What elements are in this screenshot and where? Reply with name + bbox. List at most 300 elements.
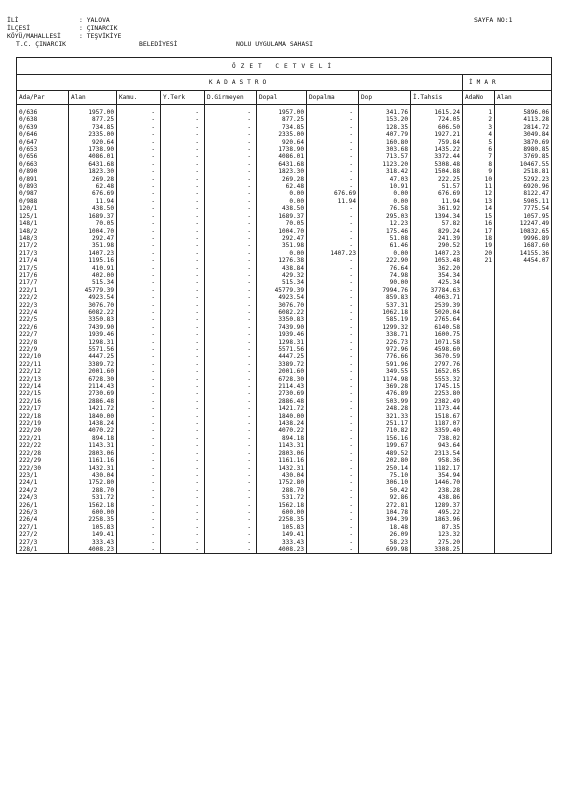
cell-parcel-id: 222/12 xyxy=(17,368,69,375)
cell-dopal: 333.43 xyxy=(257,539,307,546)
cell-imar-alan xyxy=(495,516,552,523)
table-row xyxy=(17,153,552,160)
cell-imar-ada-no xyxy=(463,516,495,523)
cell-dopal: 1298.31 xyxy=(257,339,307,346)
cell-parcel-area: 2114.43 xyxy=(69,383,117,390)
cell-dopal: 1840.00 xyxy=(257,413,307,420)
cell-imar-ada-no xyxy=(463,331,495,338)
cell-d-girmeyen: - xyxy=(205,109,257,116)
cell-parcel-id: 222/14 xyxy=(17,383,69,390)
cell-dopal: 2114.43 xyxy=(257,383,307,390)
cell-parcel-area: 1738.90 xyxy=(69,146,117,153)
cell-imar-ada-no xyxy=(463,272,495,279)
cell-dopalma: - xyxy=(307,272,359,279)
cell-imar-alan xyxy=(495,287,552,294)
cell-parcel-area: 402.00 xyxy=(69,272,117,279)
cell-parcel-area: 1432.31 xyxy=(69,465,117,472)
imar-heading: İMAR xyxy=(463,75,552,91)
col-header-d-girmeyen: D.Girmeyen xyxy=(205,91,257,105)
cell-imar-ada-no: 21 xyxy=(463,257,495,264)
cell-parcel-area: 894.18 xyxy=(69,435,117,442)
cell-dopalma: - xyxy=(307,457,359,464)
cell-parcel-area: 2258.35 xyxy=(69,516,117,523)
cell-i-tahsis: 495.22 xyxy=(411,509,463,516)
cell-kamu: - xyxy=(117,494,161,501)
cell-dopalma: - xyxy=(307,450,359,457)
cell-parcel-id: 222/20 xyxy=(17,427,69,434)
cell-d-girmeyen: - xyxy=(205,279,257,286)
cell-imar-ada-no xyxy=(463,346,495,353)
cell-i-tahsis: 759.84 xyxy=(411,139,463,146)
cell-i-tahsis: 354.34 xyxy=(411,272,463,279)
col-header-ada-no: AdaNo xyxy=(463,91,495,105)
cell-i-tahsis: 2313.54 xyxy=(411,450,463,457)
cell-d-girmeyen: - xyxy=(205,494,257,501)
cell-parcel-id: 217/4 xyxy=(17,257,69,264)
cell-d-girmeyen: - xyxy=(205,331,257,338)
cell-kamu: - xyxy=(117,531,161,538)
cell-imar-alan xyxy=(495,427,552,434)
cell-dop: 1174.98 xyxy=(359,376,411,383)
cell-parcel-id: 222/7 xyxy=(17,331,69,338)
table-row xyxy=(17,265,552,272)
cell-parcel-id: 0/646 xyxy=(17,131,69,138)
cell-kamu: - xyxy=(117,376,161,383)
cell-dop: 394.39 xyxy=(359,516,411,523)
cell-y-terk: - xyxy=(161,316,205,323)
cell-parcel-id: 227/2 xyxy=(17,531,69,538)
cell-i-tahsis: 1745.15 xyxy=(411,383,463,390)
cell-i-tahsis: 5020.04 xyxy=(411,309,463,316)
cell-kamu: - xyxy=(117,257,161,264)
cell-dopalma: - xyxy=(307,524,359,531)
table-row xyxy=(17,116,552,123)
cell-y-terk: - xyxy=(161,346,205,353)
cell-kamu: - xyxy=(117,272,161,279)
cell-imar-ada-no: 16 xyxy=(463,220,495,227)
cell-i-tahsis: 51.57 xyxy=(411,183,463,190)
cell-parcel-id: 228/1 xyxy=(17,546,69,554)
table-row xyxy=(17,494,552,501)
cell-dopalma: - xyxy=(307,487,359,494)
cell-parcel-id: 222/1 xyxy=(17,287,69,294)
cell-i-tahsis: 1652.05 xyxy=(411,368,463,375)
cell-imar-ada-no: 20 xyxy=(463,250,495,257)
cell-dopalma: - xyxy=(307,168,359,175)
cell-dop: 47.03 xyxy=(359,176,411,183)
cell-i-tahsis: 3359.40 xyxy=(411,427,463,434)
cell-dop: 75.10 xyxy=(359,472,411,479)
cell-kamu: - xyxy=(117,420,161,427)
cell-dopalma: - xyxy=(307,531,359,538)
cell-y-terk: - xyxy=(161,531,205,538)
cell-kamu: - xyxy=(117,302,161,309)
cell-parcel-area: 6082.22 xyxy=(69,309,117,316)
cell-parcel-area: 4008.23 xyxy=(69,546,117,554)
cell-i-tahsis: 676.69 xyxy=(411,190,463,197)
cell-i-tahsis: 1053.48 xyxy=(411,257,463,264)
cell-imar-ada-no xyxy=(463,450,495,457)
municipality-name: T.C. ÇINARCIK xyxy=(16,40,67,48)
table-row xyxy=(17,427,552,434)
table-row xyxy=(17,420,552,427)
cell-imar-ada-no: 17 xyxy=(463,228,495,235)
cell-parcel-area: 531.72 xyxy=(69,494,117,501)
cell-kamu: - xyxy=(117,250,161,257)
cell-kamu: - xyxy=(117,509,161,516)
table-row xyxy=(17,376,552,383)
cell-parcel-area: 6431.68 xyxy=(69,161,117,168)
cell-dop: 369.28 xyxy=(359,383,411,390)
table-row xyxy=(17,316,552,323)
cell-imar-ada-no xyxy=(463,539,495,546)
cell-imar-alan xyxy=(495,324,552,331)
cell-imar-alan xyxy=(495,487,552,494)
cell-parcel-id: 148/3 xyxy=(17,235,69,242)
cell-d-girmeyen: - xyxy=(205,190,257,197)
cell-imar-alan: 8980.85 xyxy=(495,146,552,153)
cell-dop: 303.68 xyxy=(359,146,411,153)
cell-parcel-area: 2886.48 xyxy=(69,398,117,405)
cell-parcel-id: 222/13 xyxy=(17,376,69,383)
cell-dopalma: - xyxy=(307,220,359,227)
cell-imar-alan: 7775.54 xyxy=(495,205,552,212)
cell-dopal: 1161.16 xyxy=(257,457,307,464)
col-header-dopal: Dopal xyxy=(257,91,307,105)
cell-dopalma: - xyxy=(307,502,359,509)
cell-dopalma: - xyxy=(307,442,359,449)
cell-y-terk: - xyxy=(161,502,205,509)
cell-dop: 104.78 xyxy=(359,509,411,516)
cell-parcel-id: 222/4 xyxy=(17,309,69,316)
cell-d-girmeyen: - xyxy=(205,316,257,323)
cell-imar-ada-no: 2 xyxy=(463,116,495,123)
cell-parcel-id: 224/2 xyxy=(17,487,69,494)
cell-i-tahsis: 2253.80 xyxy=(411,390,463,397)
table-row xyxy=(17,109,552,116)
cell-parcel-id: 0/647 xyxy=(17,139,69,146)
cell-i-tahsis: 1615.24 xyxy=(411,109,463,116)
cell-i-tahsis: 4063.71 xyxy=(411,294,463,301)
cell-dopal: 1438.24 xyxy=(257,420,307,427)
cell-dopal: 45779.39 xyxy=(257,287,307,294)
cell-i-tahsis: 1071.58 xyxy=(411,339,463,346)
cell-i-tahsis: 1446.70 xyxy=(411,479,463,486)
cell-dopalma: - xyxy=(307,205,359,212)
cell-dopal: 1562.18 xyxy=(257,502,307,509)
cell-y-terk: - xyxy=(161,116,205,123)
table-row xyxy=(17,398,552,405)
table-row xyxy=(17,450,552,457)
table-row xyxy=(17,205,552,212)
cell-parcel-id: 226/4 xyxy=(17,516,69,523)
cell-parcel-id: 217/6 xyxy=(17,272,69,279)
cell-kamu: - xyxy=(117,131,161,138)
cell-imar-ada-no: 13 xyxy=(463,198,495,205)
cell-dopal: 269.28 xyxy=(257,176,307,183)
cell-kamu: - xyxy=(117,353,161,360)
cell-kamu: - xyxy=(117,161,161,168)
cell-imar-alan: 4454.07 xyxy=(495,257,552,264)
cell-imar-ada-no xyxy=(463,465,495,472)
cell-dop: 26.09 xyxy=(359,531,411,538)
cell-d-girmeyen: - xyxy=(205,502,257,509)
kadastro-heading: KADASTRO xyxy=(17,75,463,91)
cell-d-girmeyen: - xyxy=(205,442,257,449)
cell-dopalma: - xyxy=(307,509,359,516)
cell-imar-alan xyxy=(495,509,552,516)
table-row xyxy=(17,287,552,294)
cell-dopalma: - xyxy=(307,153,359,160)
cell-i-tahsis: 5308.48 xyxy=(411,161,463,168)
cell-dopal: 2886.48 xyxy=(257,398,307,405)
cell-imar-alan xyxy=(495,539,552,546)
cell-imar-alan: 3769.85 xyxy=(495,153,552,160)
cell-parcel-area: 5571.56 xyxy=(69,346,117,353)
table-row xyxy=(17,457,552,464)
cell-y-terk: - xyxy=(161,168,205,175)
cell-parcel-area: 4070.22 xyxy=(69,427,117,434)
cell-d-girmeyen: - xyxy=(205,302,257,309)
cell-dopal: 351.98 xyxy=(257,242,307,249)
cell-dopal: 438.84 xyxy=(257,265,307,272)
cell-y-terk: - xyxy=(161,250,205,257)
cell-y-terk: - xyxy=(161,324,205,331)
cell-i-tahsis: 4598.60 xyxy=(411,346,463,353)
cell-dop: 76.64 xyxy=(359,265,411,272)
table-row xyxy=(17,190,552,197)
cell-kamu: - xyxy=(117,146,161,153)
cell-kamu: - xyxy=(117,294,161,301)
cell-imar-alan xyxy=(495,390,552,397)
cell-d-girmeyen: - xyxy=(205,383,257,390)
table-row xyxy=(17,383,552,390)
cell-y-terk: - xyxy=(161,494,205,501)
cell-dopalma: - xyxy=(307,427,359,434)
cell-imar-ada-no xyxy=(463,353,495,360)
cell-kamu: - xyxy=(117,265,161,272)
cell-dopal: 1421.72 xyxy=(257,405,307,412)
cell-dop: 248.28 xyxy=(359,405,411,412)
cell-parcel-area: 3389.72 xyxy=(69,361,117,368)
cell-i-tahsis: 1187.07 xyxy=(411,420,463,427)
cell-y-terk: - xyxy=(161,368,205,375)
cell-parcel-id: 222/15 xyxy=(17,390,69,397)
cell-kamu: - xyxy=(117,124,161,131)
cell-kamu: - xyxy=(117,213,161,220)
cell-d-girmeyen: - xyxy=(205,213,257,220)
table-body xyxy=(17,109,552,554)
cell-imar-alan xyxy=(495,346,552,353)
cell-i-tahsis: 1407.23 xyxy=(411,250,463,257)
cell-kamu: - xyxy=(117,450,161,457)
cell-i-tahsis: 354.94 xyxy=(411,472,463,479)
cell-dopalma: - xyxy=(307,516,359,523)
cell-dop: 175.46 xyxy=(359,228,411,235)
application-area: NOLU UYGULAMA SAHASI xyxy=(236,40,313,48)
cell-dopal: 0.00 xyxy=(257,198,307,205)
cell-imar-alan xyxy=(495,279,552,286)
cell-dop: 318.42 xyxy=(359,168,411,175)
cell-dop: 90.00 xyxy=(359,279,411,286)
cell-imar-alan: 10832.65 xyxy=(495,228,552,235)
cell-y-terk: - xyxy=(161,390,205,397)
koy-label: KÖYÜ/MAHALLESİ xyxy=(7,32,61,40)
table-row xyxy=(17,242,552,249)
cell-y-terk: - xyxy=(161,457,205,464)
cell-kamu: - xyxy=(117,190,161,197)
cell-dopal: 429.32 xyxy=(257,272,307,279)
cell-d-girmeyen: - xyxy=(205,420,257,427)
cell-y-terk: - xyxy=(161,472,205,479)
cell-dopalma: - xyxy=(307,376,359,383)
table-row xyxy=(17,546,552,554)
cell-imar-ada-no: 19 xyxy=(463,242,495,249)
cell-dopalma: - xyxy=(307,294,359,301)
cell-y-terk: - xyxy=(161,427,205,434)
cell-kamu: - xyxy=(117,331,161,338)
cell-parcel-area: 515.34 xyxy=(69,279,117,286)
cell-kamu: - xyxy=(117,346,161,353)
cell-i-tahsis: 11.94 xyxy=(411,198,463,205)
col-header-alan: Alan xyxy=(69,91,117,105)
cell-imar-ada-no xyxy=(463,368,495,375)
cell-imar-alan xyxy=(495,383,552,390)
cell-i-tahsis: 829.24 xyxy=(411,228,463,235)
cell-parcel-id: 222/18 xyxy=(17,413,69,420)
cell-parcel-area: 600.00 xyxy=(69,509,117,516)
cell-dopal: 438.50 xyxy=(257,205,307,212)
cell-parcel-area: 7439.90 xyxy=(69,324,117,331)
table-row xyxy=(17,524,552,531)
cell-parcel-id: 0/636 xyxy=(17,109,69,116)
cell-parcel-id: 222/11 xyxy=(17,361,69,368)
cell-imar-alan xyxy=(495,405,552,412)
cell-kamu: - xyxy=(117,183,161,190)
table-row xyxy=(17,346,552,353)
table-row xyxy=(17,487,552,494)
table-row xyxy=(17,405,552,412)
cell-imar-alan: 9996.89 xyxy=(495,235,552,242)
cell-dop: 585.19 xyxy=(359,316,411,323)
cell-d-girmeyen: - xyxy=(205,287,257,294)
cell-imar-alan: 5896.06 xyxy=(495,109,552,116)
cell-imar-ada-no xyxy=(463,302,495,309)
cell-i-tahsis: 123.32 xyxy=(411,531,463,538)
cell-dop: 295.03 xyxy=(359,213,411,220)
cell-imar-ada-no: 18 xyxy=(463,235,495,242)
cell-y-terk: - xyxy=(161,109,205,116)
cell-d-girmeyen: - xyxy=(205,361,257,368)
cell-kamu: - xyxy=(117,524,161,531)
cell-dop: 489.52 xyxy=(359,450,411,457)
cell-dop: 537.31 xyxy=(359,302,411,309)
cell-dopalma: - xyxy=(307,339,359,346)
cell-imar-ada-no xyxy=(463,524,495,531)
cell-dopal: 288.70 xyxy=(257,487,307,494)
cell-dopal: 2258.35 xyxy=(257,516,307,523)
cell-imar-alan xyxy=(495,442,552,449)
cell-parcel-area: 292.47 xyxy=(69,235,117,242)
cell-y-terk: - xyxy=(161,465,205,472)
cell-parcel-area: 3076.70 xyxy=(69,302,117,309)
cell-y-terk: - xyxy=(161,257,205,264)
cell-parcel-area: 4923.54 xyxy=(69,294,117,301)
cell-dop: 349.55 xyxy=(359,368,411,375)
table-row xyxy=(17,302,552,309)
cell-imar-alan xyxy=(495,435,552,442)
cell-dop: 50.42 xyxy=(359,487,411,494)
cell-dopalma: - xyxy=(307,539,359,546)
cell-parcel-area: 288.70 xyxy=(69,487,117,494)
cell-y-terk: - xyxy=(161,131,205,138)
cell-dopalma: - xyxy=(307,109,359,116)
cell-i-tahsis: 606.50 xyxy=(411,124,463,131)
cell-imar-alan xyxy=(495,546,552,554)
cell-dop: 61.46 xyxy=(359,242,411,249)
cell-d-girmeyen: - xyxy=(205,479,257,486)
cell-dopal: 1689.37 xyxy=(257,213,307,220)
cell-dop: 0.00 xyxy=(359,198,411,205)
cell-imar-alan: 6920.96 xyxy=(495,183,552,190)
cell-d-girmeyen: - xyxy=(205,427,257,434)
cell-y-terk: - xyxy=(161,302,205,309)
cell-dopal: 6431.68 xyxy=(257,161,307,168)
cell-dopal: 3350.83 xyxy=(257,316,307,323)
cell-y-terk: - xyxy=(161,487,205,494)
cell-parcel-id: 217/5 xyxy=(17,265,69,272)
cell-i-tahsis: 1182.17 xyxy=(411,465,463,472)
cell-y-terk: - xyxy=(161,524,205,531)
cell-imar-alan xyxy=(495,316,552,323)
cell-parcel-id: 217/3 xyxy=(17,250,69,257)
cell-parcel-area: 430.04 xyxy=(69,472,117,479)
cell-dopal: 3076.70 xyxy=(257,302,307,309)
cell-d-girmeyen: - xyxy=(205,309,257,316)
cell-parcel-area: 1004.70 xyxy=(69,228,117,235)
cell-imar-ada-no xyxy=(463,502,495,509)
cell-parcel-area: 438.50 xyxy=(69,205,117,212)
cell-imar-ada-no: 7 xyxy=(463,153,495,160)
cell-dopalma: - xyxy=(307,287,359,294)
cell-parcel-area: 877.25 xyxy=(69,116,117,123)
cell-kamu: - xyxy=(117,168,161,175)
cell-dop: 338.71 xyxy=(359,331,411,338)
cell-y-terk: - xyxy=(161,205,205,212)
table-row xyxy=(17,279,552,286)
cell-imar-alan xyxy=(495,472,552,479)
cell-imar-alan: 3049.84 xyxy=(495,131,552,138)
cell-d-girmeyen: - xyxy=(205,413,257,420)
cell-d-girmeyen: - xyxy=(205,116,257,123)
table-row xyxy=(17,146,552,153)
cell-dopal: 105.83 xyxy=(257,524,307,531)
cell-parcel-area: 2001.60 xyxy=(69,368,117,375)
cell-imar-ada-no xyxy=(463,309,495,316)
cell-imar-alan xyxy=(495,413,552,420)
table-row xyxy=(17,168,552,175)
cell-imar-ada-no xyxy=(463,531,495,538)
cell-parcel-area: 1752.80 xyxy=(69,479,117,486)
table-row xyxy=(17,124,552,131)
cell-imar-ada-no xyxy=(463,487,495,494)
cell-dopal: 4923.54 xyxy=(257,294,307,301)
cell-parcel-id: 222/17 xyxy=(17,405,69,412)
cell-y-terk: - xyxy=(161,339,205,346)
cell-i-tahsis: 1173.44 xyxy=(411,405,463,412)
cell-d-girmeyen: - xyxy=(205,531,257,538)
table-row xyxy=(17,183,552,190)
